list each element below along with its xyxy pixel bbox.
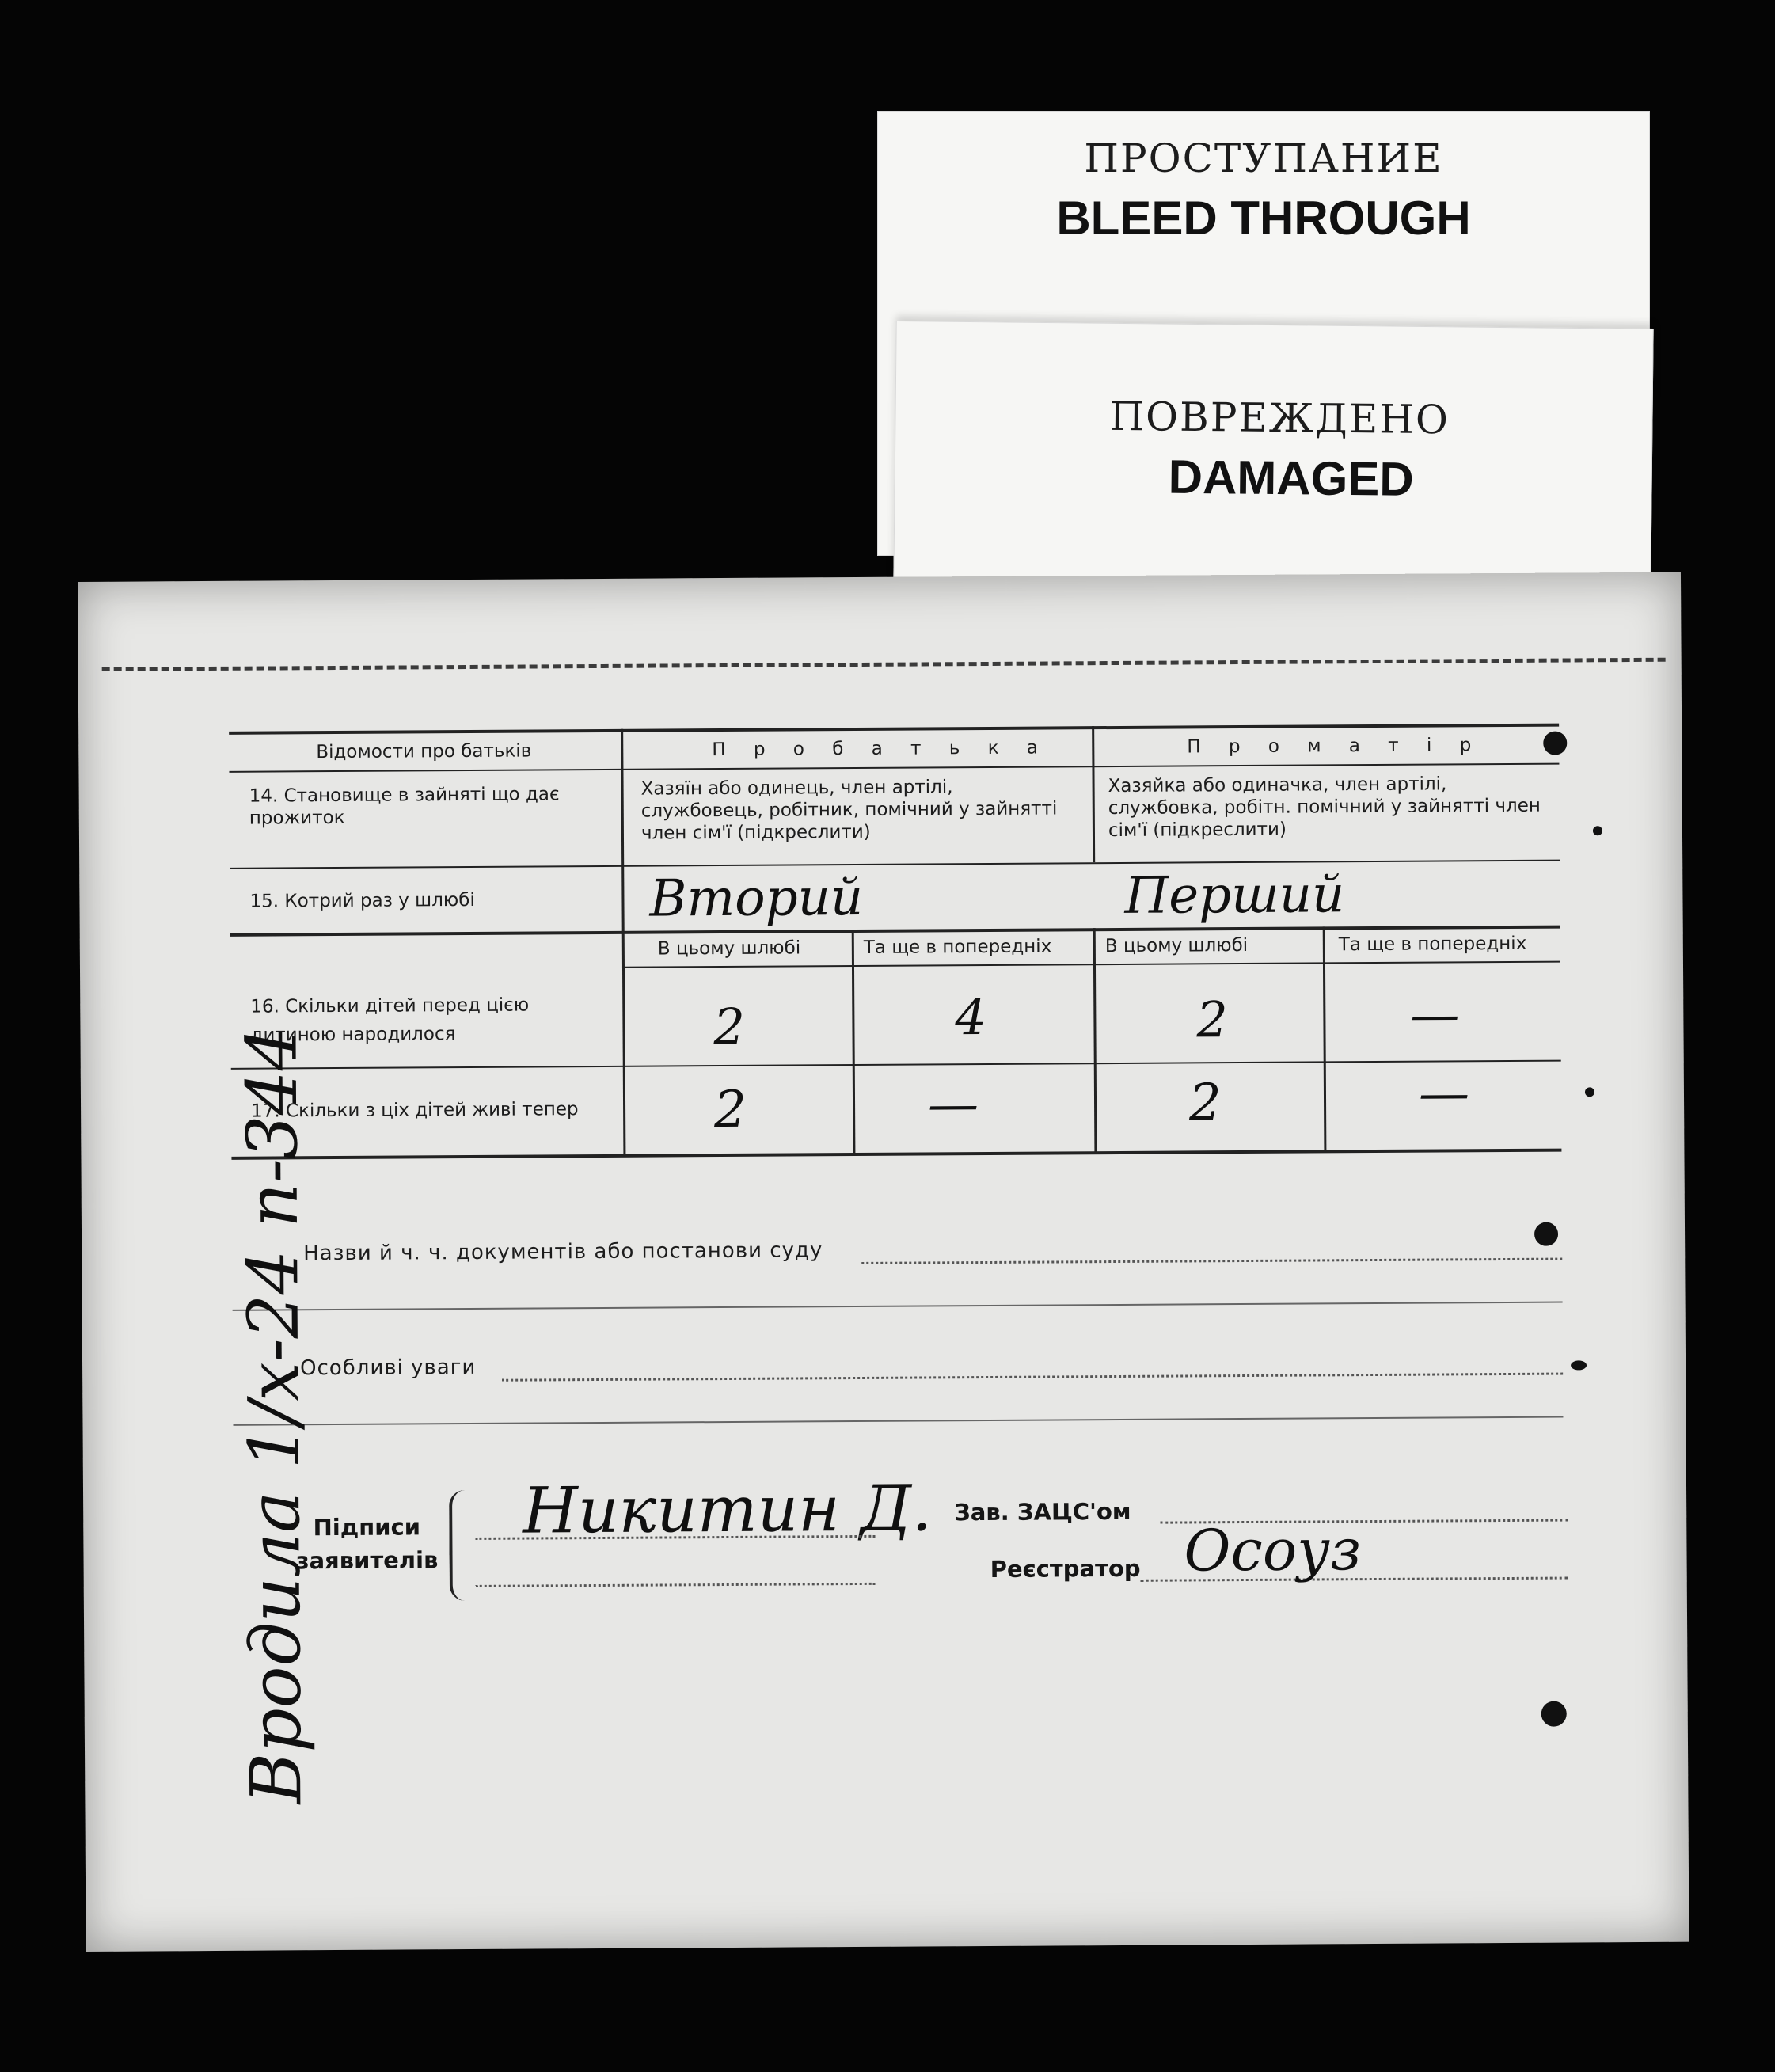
row15-label: 15. Котрий раз у шлюбі bbox=[249, 889, 475, 912]
signatures-brace bbox=[449, 1490, 469, 1601]
special-notes-line bbox=[234, 1416, 1564, 1426]
row16-mother-this: 2 bbox=[1196, 990, 1229, 1049]
row16-mother-prev: — bbox=[1410, 985, 1460, 1044]
subheader-father-this: В цьому шлюбі bbox=[657, 937, 801, 960]
row17-father-prev: — bbox=[927, 1075, 979, 1135]
table-rule bbox=[231, 1149, 1561, 1160]
subheader-mother-this: В цьому шлюбі bbox=[1104, 934, 1249, 957]
table-rule bbox=[230, 860, 1560, 869]
damaged-label-en: DAMAGED bbox=[1168, 450, 1415, 506]
row15-father-value: Вторий bbox=[649, 868, 864, 929]
special-notes-label: Особливі уваги bbox=[299, 1355, 477, 1381]
special-notes-dotline bbox=[502, 1373, 1563, 1382]
parents-table bbox=[229, 724, 1561, 1175]
subheader-mother-prev: Та ще в попередніх bbox=[1338, 933, 1527, 956]
table-rule bbox=[1323, 926, 1327, 1152]
applicant-signature: Никитин Д. bbox=[522, 1471, 933, 1548]
punch-hole bbox=[1585, 1087, 1594, 1097]
head-label: Зав. ЗАЦС'ом bbox=[954, 1497, 1131, 1526]
punch-hole bbox=[1541, 1701, 1567, 1727]
row16-father-prev: 4 bbox=[955, 987, 987, 1047]
mother-column-header: П р о м а т і р bbox=[1187, 735, 1483, 758]
table-rule bbox=[229, 724, 1559, 735]
perforation-line bbox=[102, 658, 1666, 671]
damaged-label-ru: ПОВРЕЖДЕНО bbox=[1109, 393, 1450, 443]
punch-hole bbox=[1593, 826, 1602, 835]
table-rule bbox=[621, 729, 625, 1157]
row16-label: 16. Скільки дітей перед цією дитиною народилося bbox=[250, 994, 530, 1046]
punch-hole bbox=[1534, 1222, 1558, 1246]
table-rule bbox=[229, 763, 1559, 773]
punch-hole bbox=[1571, 1360, 1587, 1370]
damaged-label bbox=[893, 321, 1653, 591]
documents-dotline bbox=[861, 1258, 1562, 1264]
bleed-through-label-ru: ПРОСТУПАНИЕ bbox=[1084, 135, 1443, 181]
table-rule bbox=[1092, 726, 1095, 862]
row14-mother-options: Хазяйка або одиначка, член артілі, службовка, робітн. помічний у зайнятті член сім'ї (підкреслити) bbox=[1108, 774, 1541, 842]
father-column-header: П р о б а т ь к а bbox=[712, 737, 1050, 761]
signature-line-2 bbox=[476, 1583, 876, 1587]
row14-father-options: Хазяїн або одинець, член артілі, службовець, робітник, помічний у зайнятті член сім'ї (підкреслити) bbox=[640, 777, 1058, 844]
table-rule bbox=[231, 1060, 1561, 1070]
row17-mother-this: 2 bbox=[1188, 1074, 1222, 1133]
row17-mother-prev: — bbox=[1418, 1064, 1470, 1123]
row14-label: 14. Становище в зайняті що дає прожиток bbox=[249, 784, 560, 829]
row15-mother-value: Перший bbox=[1124, 865, 1345, 926]
table-rule bbox=[852, 930, 856, 1155]
registrar-signature: Осоуз bbox=[1184, 1516, 1362, 1584]
row17-father-this: 2 bbox=[713, 1080, 747, 1140]
table-rule bbox=[1093, 928, 1097, 1154]
row16-father-this: 2 bbox=[713, 997, 746, 1056]
signatures-label-text: Підписи заявителів bbox=[295, 1513, 439, 1575]
row17-label: 17. Скільки з ціх дітей живі тепер bbox=[251, 1099, 579, 1122]
table-caption: Відомости про батьків bbox=[316, 740, 532, 763]
margin-note: Вродила 1/х-24 п-344 bbox=[230, 1025, 317, 1804]
registrar-label: Реєстратор bbox=[990, 1554, 1141, 1583]
form-sheet bbox=[78, 572, 1689, 1952]
subheader-father-prev: Та ще в попередніх bbox=[863, 936, 1052, 958]
documents-label: Назви й ч. ч. документів або постанови суду bbox=[303, 1238, 823, 1266]
bleed-through-label-en: BLEED THROUGH bbox=[1056, 192, 1471, 245]
table-rule bbox=[622, 961, 1560, 968]
documents-line bbox=[233, 1302, 1563, 1311]
